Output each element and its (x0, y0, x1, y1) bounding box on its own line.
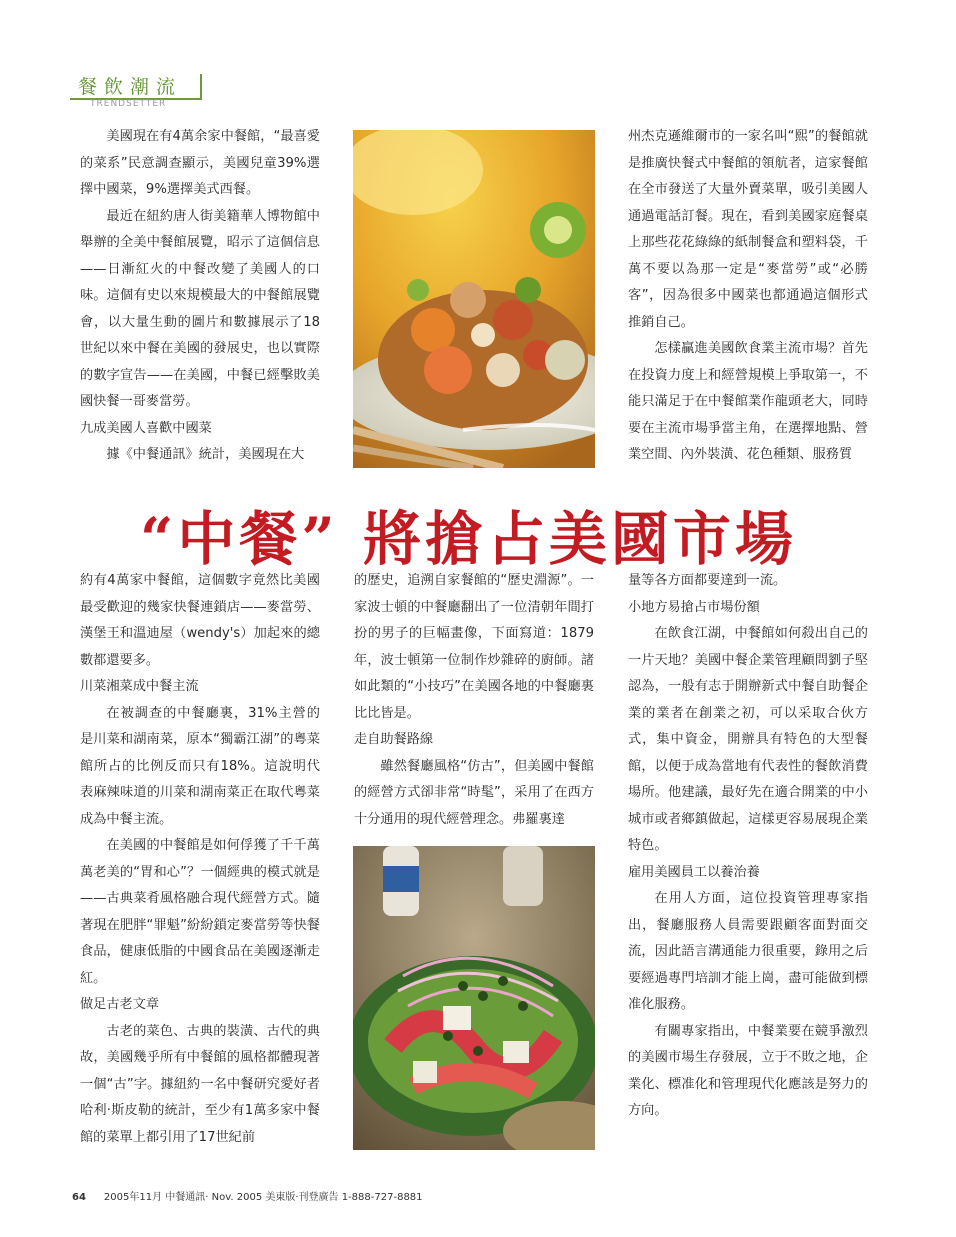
article-column-2-bottom (354, 568, 594, 833)
article-column-3-bottom (628, 568, 868, 1125)
paragraph: 的歷史，追溯自家餐館的“歷史淵源”。一家波士頓的中餐廳翻出了一位清朝年間打扮的男子的巨幅畫像，下面寫道：1879年，波士頓第一位制作炒雜碎的廚師。諸如此類的“小技巧”在美國各地的中餐廳裏比比皆是。 (354, 573, 594, 721)
section-title: 餐飲潮流 (78, 76, 183, 98)
paragraph: 在飲食江湖，中餐館如何殺出自己的一片天地？美國中餐企業管理顧問劉子堅認為，一般有志于開辦新式中餐自助餐企業的業者在創業之初，可以采取合伙方式，集中資金，開辦具有特色的大型餐館，以便于成為當地有代表性的餐飲消費場所。他建議，最好先在適合開業的中小城市或者鄉鎮做起，這樣更容易展現企業特色。 (628, 626, 868, 853)
paragraph: 雖然餐廳風格“仿古”，但美國中餐館的經營方式卻非常“時髦”，采用了在西方十分通用的現代經營理念。弗羅裏達 (354, 758, 594, 827)
paragraph: 最近在紐約唐人街美籍華人博物館中舉辦的全美中餐館展覽，昭示了這個信息——日漸紅火的中餐改變了美國人的口味。這個有史以來規模最大的中餐館展覽會，以大量生動的圖片和數據展示了18世紀以來中餐在美國的發展史，也以實際的數字宣告——在美國，中餐已經擊敗美國快餐一哥麥當勞。 (80, 208, 320, 409)
food-photo-stirfry (353, 130, 595, 468)
paragraph: 州杰克遜維爾市的一家名叫“熙”的餐館就是推廣快餐式中餐館的領航者，這家餐館在全市發送了大量外賣菜單，吸引美國人通過電話訂餐。現在，看到美國家庭餐桌上那些花花綠綠的紙制餐盒和塑料袋，千萬不要以為那一定是“麥當勞”或“必勝客”，因為很多中國菜也都通過這個形式推銷自己。 (628, 129, 868, 330)
section-subtitle: TRENDSETTER (90, 99, 167, 109)
subheading: 小地方易搶占市場份額 (628, 599, 760, 615)
paragraph: 在被調查的中餐廳裏，31%主營的是川菜和湖南菜，原本“獨霸江湖”的粵菜館所占的比例反而只有18%。這說明代表麻辣味道的川菜和湖南菜正在取代粵菜成為中餐主流。 (80, 705, 320, 827)
article-column-1-top (80, 124, 320, 469)
subheading: 做足古老文章 (80, 997, 160, 1012)
food-photo-salad (353, 846, 595, 1150)
paragraph: 有關專家指出，中餐業要在競爭激烈的美國市場生存發展，立于不敗之地，企業化、標准化和管理現代化應該是努力的方向。 (628, 1023, 868, 1118)
paragraph: 約有4萬家中餐館，這個數字竟然比美國最受歡迎的幾家快餐連鎖店——麥當勞、漢堡王和溫迪屋（wendy's）加起來的總數都還要多。 (80, 573, 320, 668)
subheading: 雇用美國員工以養治養 (628, 864, 760, 880)
article-column-3-top (628, 124, 868, 469)
subheading: 九成美國人喜歡中國菜 (80, 420, 212, 436)
stirfry-illustration (353, 130, 595, 468)
paragraph: 在美國的中餐館是如何俘獲了千千萬萬老美的“胃和心”？一個經典的模式就是——古典菜肴風格融合現代經營方式。隨著現在肥胖“罪魁”紛紛鎖定麥當勞等快餐食品，健康低脂的中國食品在美國逐漸走紅。 (80, 838, 320, 986)
salad-illustration (353, 846, 595, 1150)
page-footer (72, 1188, 423, 1203)
paragraph: 量等各方面都要達到一流。 (628, 573, 787, 588)
paragraph: 古老的菜色、古典的裝潢、古代的典故，美國幾乎所有中餐館的風格都體現著一個“古”字。據紐約一名中餐研究愛好者哈利·斯皮勒的統計，至少有1萬多家中餐館的菜單上都引用了17世紀前 (80, 1023, 320, 1145)
page-number: 64 (72, 1192, 86, 1203)
paragraph: 美國現在有4萬余家中餐館，“最喜愛的菜系”民意調查顯示，美國兒童39%選擇中國菜，9%選擇美式西餐。 (80, 129, 320, 197)
paragraph: 在用人方面，這位投資管理專家指出，餐廳服務人員需要跟顧客面對面交流，因此語言溝通能力很重要，錄用之后要經過專門培訓才能上崗，盡可能做到標准化服務。 (628, 891, 868, 1012)
paragraph: 據《中餐通訊》統計，美國現在大 (106, 447, 305, 462)
article-column-1-bottom (80, 568, 320, 1151)
subheading: 走自助餐路線 (354, 732, 434, 747)
paragraph: 怎樣贏進美國飲食業主流市場？首先在投資力度上和經營規模上爭取第一，不能只滿足于在中餐館業作龍頭老大，同時要在主流市場爭當主角，在選擇地點、營業空間、內外裝潢、花色種類、服務質 (628, 341, 868, 462)
subheading: 川菜湘菜成中餐主流 (80, 679, 199, 694)
article-headline: “中餐” 將搶占美國市場 (140, 505, 797, 573)
footer-info: 2005年11月 中餐通訊· Nov. 2005 美東版·刊登廣告 1-888-727-8881 (103, 1192, 423, 1203)
